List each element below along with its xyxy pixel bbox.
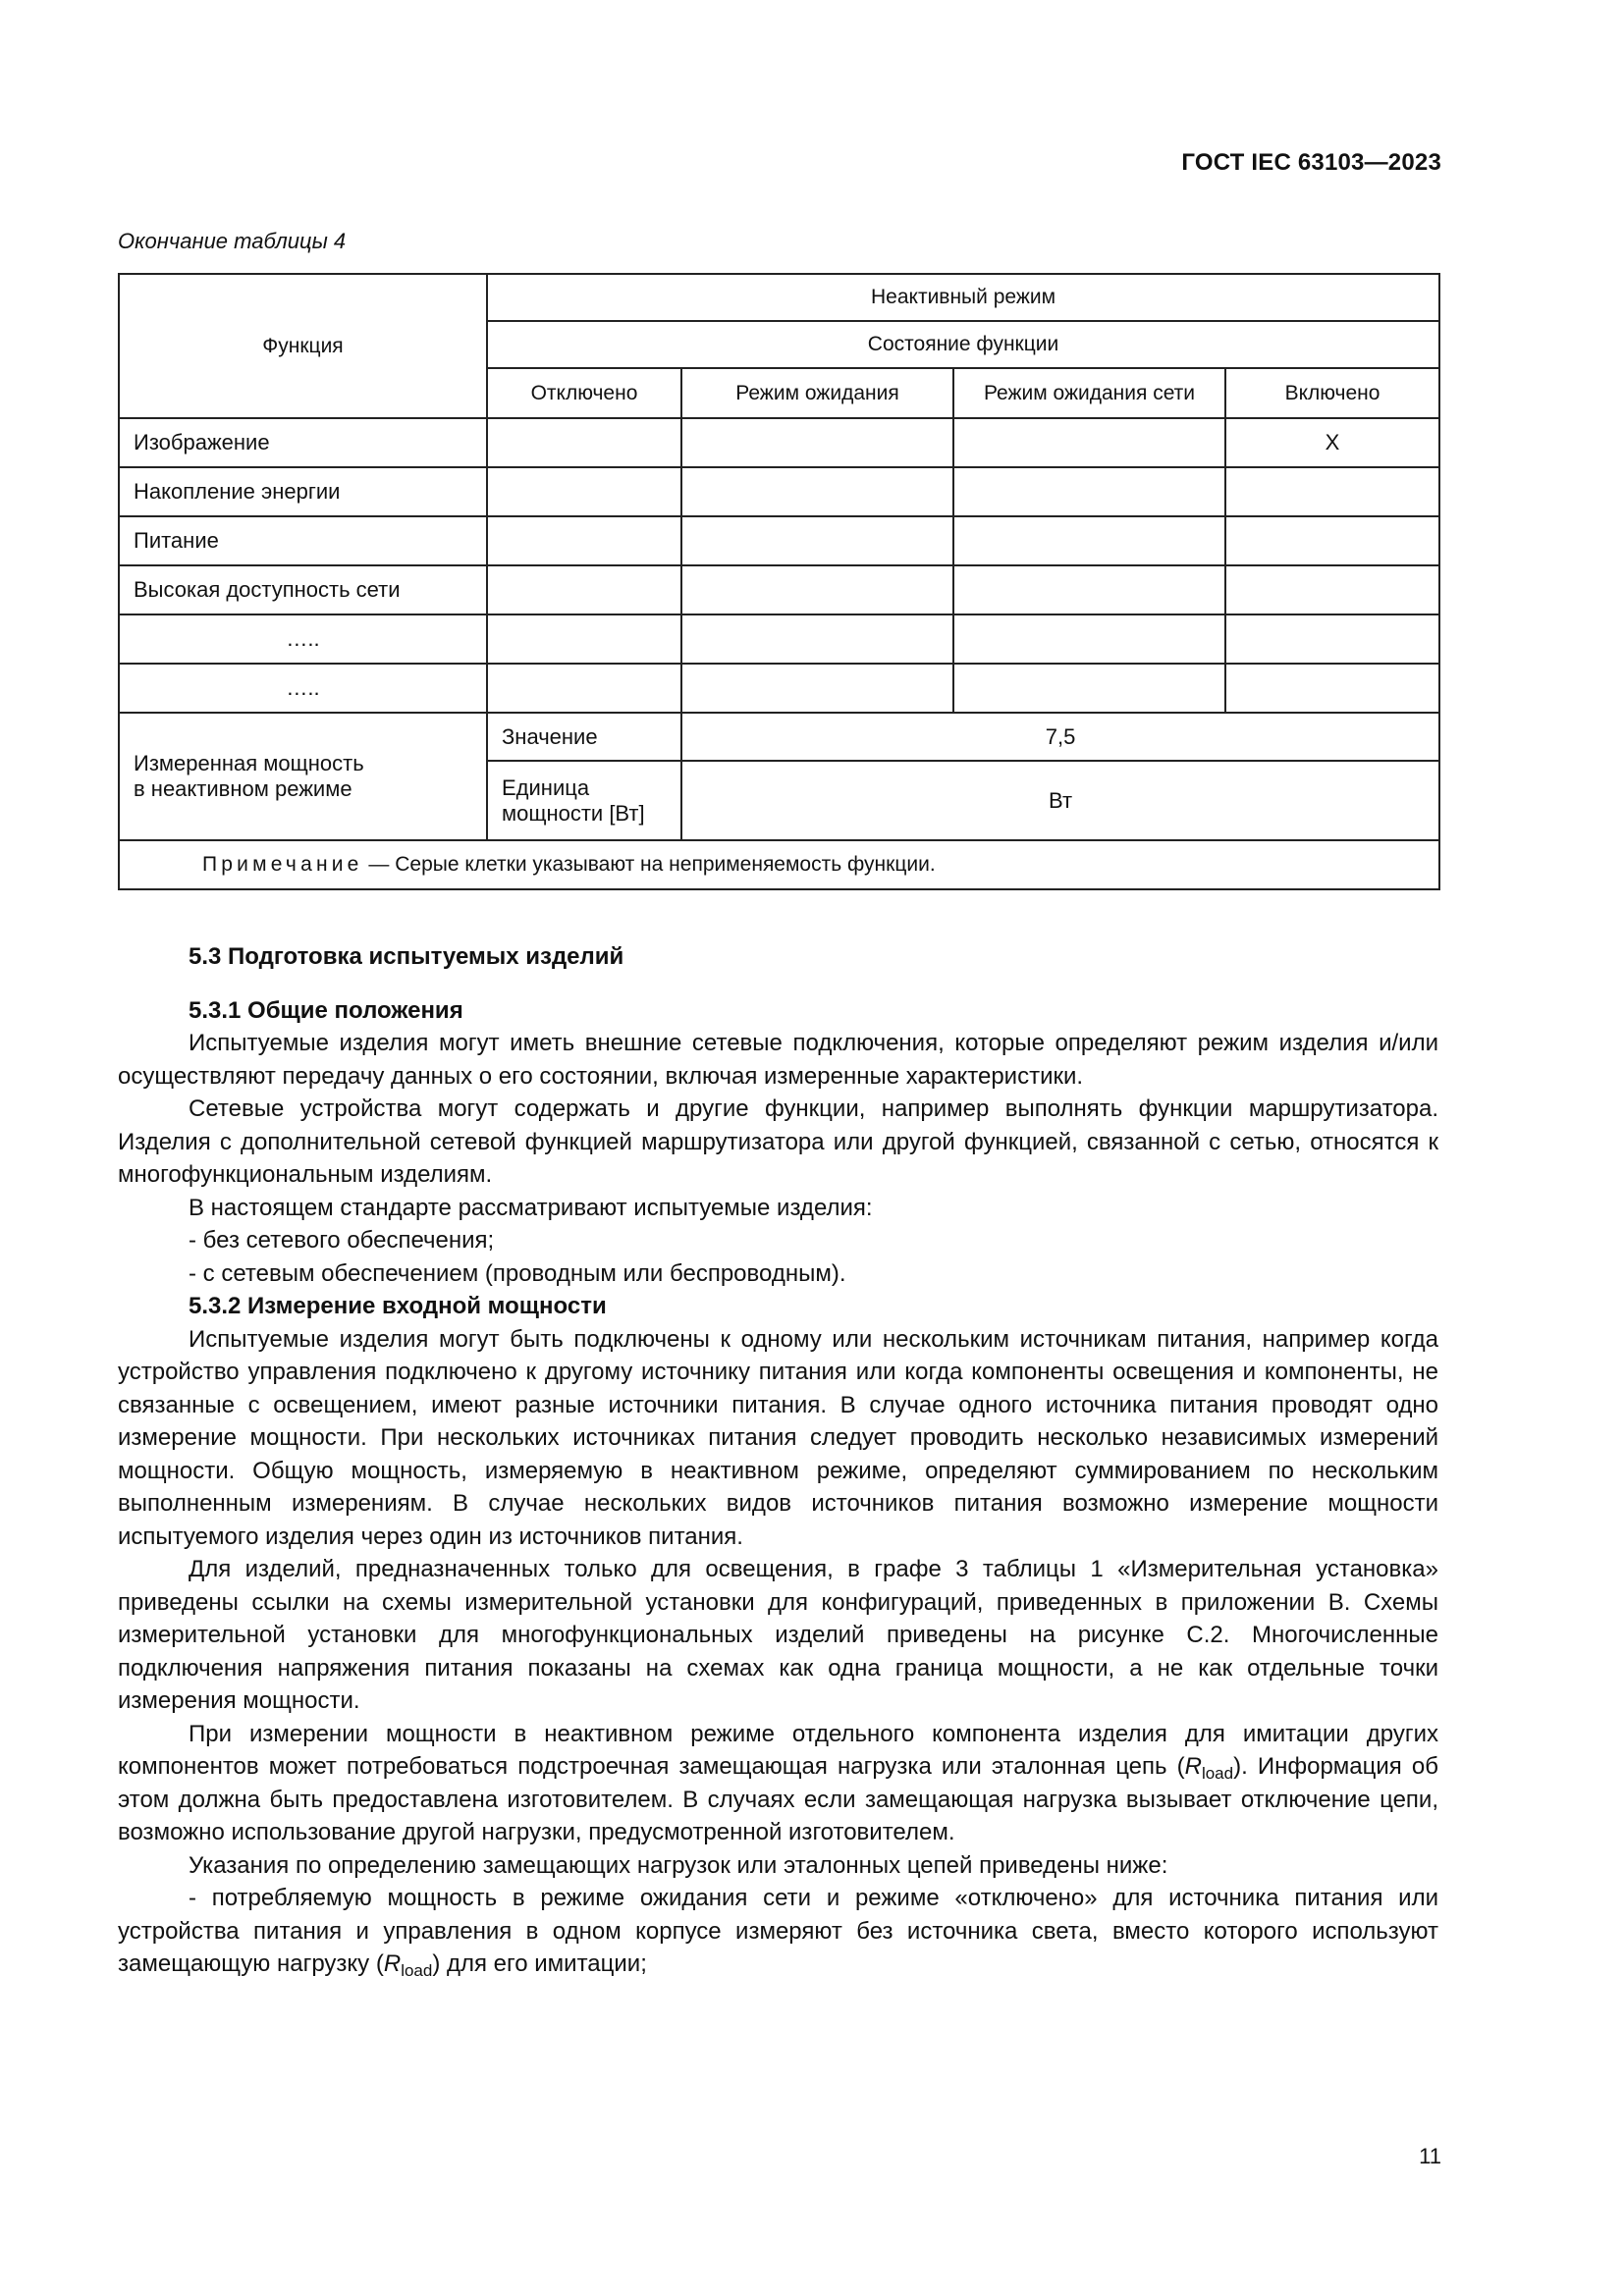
table-row xyxy=(119,467,1439,516)
r-load-subscript: load xyxy=(1201,1764,1234,1783)
measured-power-label xyxy=(119,713,487,840)
table-row xyxy=(119,664,1439,713)
table-cell xyxy=(487,516,681,565)
table-cell xyxy=(1225,565,1439,614)
measured-value: 7,5 xyxy=(681,713,1439,761)
paragraph-text: ) для его имитации; xyxy=(432,1950,647,1977)
row-label: Изображение xyxy=(119,418,487,467)
table-cell xyxy=(681,418,953,467)
table-cell xyxy=(487,664,681,713)
paragraph-text: При измерении мощности в неактивном режиме отдельного компонента изделия для имитации других компонентов может потребоваться подстроечная замещающая нагрузка или эталонная цепь ( xyxy=(118,1720,1438,1780)
section-5-3-1-title: 5.3.1 Общие положения xyxy=(189,996,463,1024)
table-cell xyxy=(953,516,1225,565)
row-label: Высокая доступность сети xyxy=(119,565,487,614)
table-cell xyxy=(953,467,1225,516)
col-function-header: Функция xyxy=(119,274,487,418)
table-row xyxy=(119,565,1439,614)
table-4 xyxy=(118,273,1440,890)
r-load-symbol: R xyxy=(1184,1753,1202,1780)
table-cell xyxy=(953,565,1225,614)
row-label: ….. xyxy=(119,664,487,713)
measured-label-line2: в неактивном режиме xyxy=(134,776,352,801)
document-header: ГОСТ IEC 63103—2023 xyxy=(1181,149,1441,176)
table-cell xyxy=(487,467,681,516)
table-cell xyxy=(953,664,1225,713)
list-item: - без сетевого обеспечения; xyxy=(189,1227,495,1254)
table-cell xyxy=(681,565,953,614)
row-label: ….. xyxy=(119,614,487,664)
state-col-network-standby: Режим ожидания сети xyxy=(953,368,1225,418)
row-label: Питание xyxy=(119,516,487,565)
paragraph: Для изделий, предназначенных только для освещения, в графе 3 таблицы 1 «Измерительная установка» приведены ссылки на схемы измерительной установки для конфигураций, приведенных в приложении B. Схемы измерительной установки для многофункциональных изделий приведены на рисунке C.2. Многочисленные подключения напряжения питания показаны на схемах как одна граница мощности, а не как отдельные точки измерения мощности. xyxy=(118,1556,1438,1714)
note-label: Примечание xyxy=(202,853,363,876)
table-cell xyxy=(681,664,953,713)
state-header: Состояние функции xyxy=(487,321,1439,368)
measured-unit: Вт xyxy=(681,761,1439,840)
table-row xyxy=(119,418,1439,467)
paragraph-text: - потребляемую мощность в режиме ожидания сети и режиме «отключено» для источника питания или устройства питания и управления в одном корпусе измеряют без источника света, вместо которого используют замещающую нагрузку ( xyxy=(118,1885,1438,1977)
note-text: — Серые клетки указывают на неприменяемость функции. xyxy=(368,853,936,876)
measured-label-line1: Измеренная мощность xyxy=(134,751,364,775)
mode-header: Неактивный режим xyxy=(487,274,1439,321)
table-row xyxy=(119,614,1439,664)
paragraph: Сетевые устройства могут содержать и другие функции, например выполнять функции маршрутизатора. Изделия с дополнительной сетевой функцией маршрутизатора или другой функцией, связанной с сетью, относятся к многофункциональным изделиям. xyxy=(118,1095,1438,1188)
table-cell xyxy=(953,418,1225,467)
paragraph-text: ). Информация об этом должна быть предоставлена изготовителем. В случаях если замещающая нагрузка вызывает отключение цепи, возможно использование другой нагрузки, предусмотренной изготовителем. xyxy=(118,1753,1438,1845)
paragraph: В настоящем стандарте рассматривают испытуемые изделия: xyxy=(189,1194,873,1221)
unit-label-line1: Единица xyxy=(502,774,590,800)
list-item: - с сетевым обеспечением (проводным или беспроводным). xyxy=(189,1259,846,1287)
state-col-off: Отключено xyxy=(487,368,681,418)
r-load-symbol: R xyxy=(383,1950,402,1977)
paragraph xyxy=(118,1718,1438,1849)
state-col-standby: Режим ожидания xyxy=(681,368,953,418)
row-label: Накопление энергии xyxy=(119,467,487,516)
table-cell xyxy=(681,614,953,664)
table-cell xyxy=(1225,664,1439,713)
paragraph: Испытуемые изделия могут иметь внешние сетевые подключения, которые определяют режим изделия и/или осуществляют передачу данных о его состоянии, включая измеренные характеристики. xyxy=(118,1030,1438,1090)
table-cell xyxy=(1225,467,1439,516)
unit-label-line2: мощности [Вт] xyxy=(502,800,645,826)
r-load-subscript: load xyxy=(401,1961,433,1980)
table-cell xyxy=(1225,614,1439,664)
table-cell xyxy=(487,614,681,664)
table-cell xyxy=(1225,516,1439,565)
table-cell xyxy=(681,516,953,565)
table-cell xyxy=(487,565,681,614)
unit-label xyxy=(487,761,681,840)
page-number: 11 xyxy=(1419,2144,1441,2168)
table-cell xyxy=(487,418,681,467)
section-5-3-2-title: 5.3.2 Измерение входной мощности xyxy=(189,1293,607,1319)
paragraph: Испытуемые изделия могут быть подключены к одному или нескольким источникам питания, например когда устройство управления подключено к другому источнику питания или когда компоненты освещения и компоненты, не связанные с освещением, имеют разные источники питания. В случае одного источника питания проводят одно измерение мощности. При нескольких источниках питания следует проводить несколько независимых измерений мощности. Общую мощность, измеряемую в неактивном режиме, определяют суммированием по нескольким выполненным измерениям. В случае нескольких видов источников питания возможно измерение мощности испытуемого изделия через один из источников питания. xyxy=(118,1325,1438,1550)
table-caption: Окончание таблицы 4 xyxy=(118,229,347,253)
section-body xyxy=(118,940,1438,1981)
paragraph: Указания по определению замещающих нагрузок или эталонных цепей приведены ниже: xyxy=(189,1851,1168,1879)
table-cell xyxy=(953,614,1225,664)
value-label: Значение xyxy=(487,713,681,761)
state-col-on: Включено xyxy=(1225,368,1439,418)
list-item xyxy=(118,1882,1438,1981)
table-note xyxy=(119,840,1439,889)
table-cell: X xyxy=(1225,418,1439,467)
table-cell xyxy=(681,467,953,516)
section-5-3-title: 5.3 Подготовка испытуемых изделий xyxy=(189,943,624,970)
table-row xyxy=(119,516,1439,565)
